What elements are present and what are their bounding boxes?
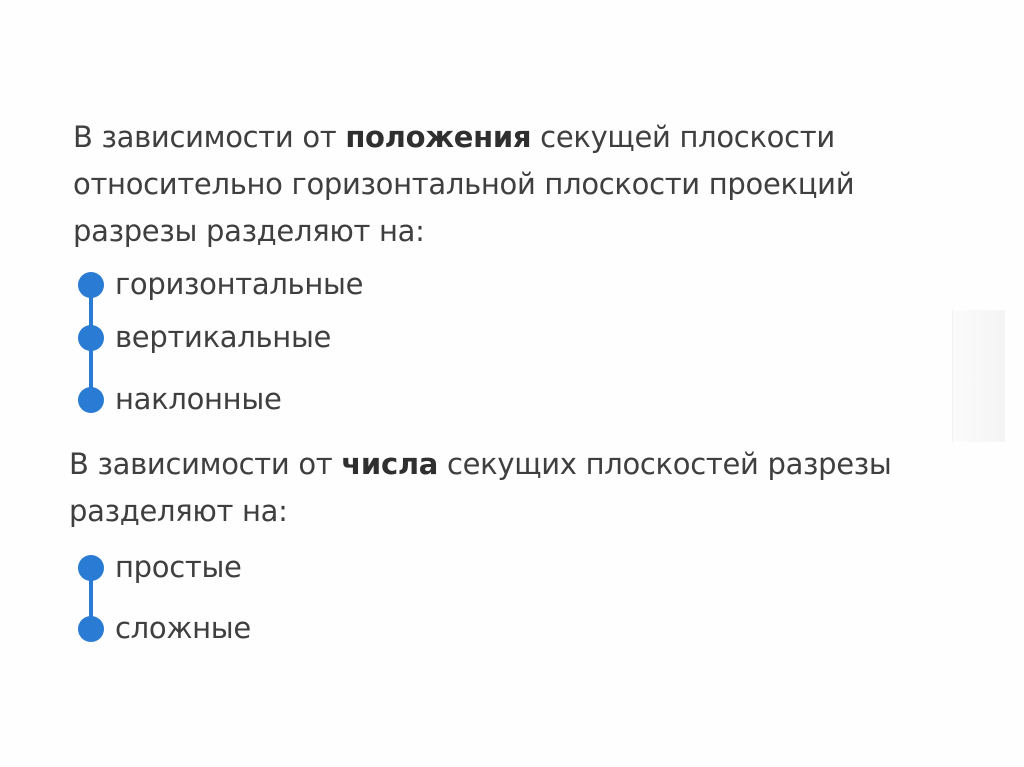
emphasis-text: положения bbox=[345, 120, 532, 154]
paragraph-position bbox=[73, 114, 854, 255]
list-item-label: горизонтальные bbox=[115, 267, 364, 301]
paragraph-count bbox=[69, 441, 892, 535]
list-item-label: простые bbox=[115, 550, 242, 584]
faded-side-panel bbox=[952, 310, 1005, 442]
bullet-dot-icon bbox=[78, 325, 104, 351]
paragraph-line: разделяют на: bbox=[69, 494, 288, 528]
bullet-list-count bbox=[73, 550, 473, 645]
bullet-dot-icon bbox=[78, 387, 104, 413]
paragraph-line: относительно горизонтальной плоскости проекций bbox=[73, 167, 855, 201]
paragraph-line: В зависимости от bbox=[73, 120, 346, 154]
list-item-label: вертикальные bbox=[115, 320, 332, 354]
bullet-dot-icon bbox=[78, 272, 104, 298]
list-item-label: сложные bbox=[115, 611, 251, 645]
bullet-dot-icon bbox=[78, 616, 104, 642]
paragraph-line: В зависимости от bbox=[69, 447, 342, 481]
paragraph-line: секущих плоскостей разрезы bbox=[438, 447, 892, 481]
paragraph-line: разрезы разделяют на: bbox=[73, 214, 425, 248]
emphasis-text: числа bbox=[341, 447, 439, 481]
paragraph-line: секущей плоскости bbox=[531, 120, 835, 154]
bullet-dot-icon bbox=[78, 555, 104, 581]
list-item-label: наклонные bbox=[115, 382, 282, 416]
bullet-list-position bbox=[73, 268, 473, 418]
